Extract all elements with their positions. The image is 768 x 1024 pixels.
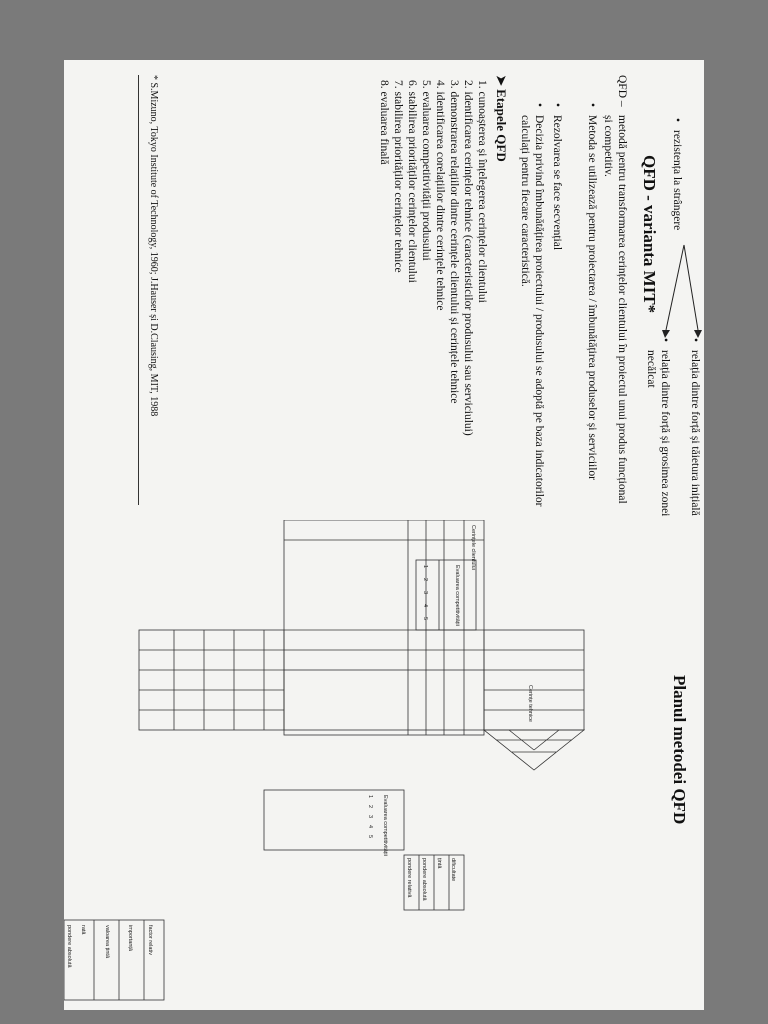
steps-list	[377, 80, 489, 520]
footnote: * S.Mizuno, Tokyo Institute of Technology, 1960; J.Hauser și D.Clausing, MIT, 1988	[148, 75, 159, 417]
label-competitive-eval-top: Evaluarea competitivității	[454, 565, 460, 626]
landscape-sheet	[64, 60, 704, 1010]
relation-item-2: • relația dintre forță și grosimea zonei necălcat	[644, 350, 672, 520]
method-bullet-2: • Rezolvarea se face secvențial	[550, 115, 564, 515]
resistance-bullet: • rezistența la strângere	[670, 130, 684, 230]
label-competitive-eval-right: Evaluarea competitivității	[382, 795, 388, 856]
label-technical-requirements: Cerințe tehnice	[527, 685, 533, 722]
label-absolute-weight: pondere absolută	[421, 858, 427, 901]
scale-top-4: 4	[422, 604, 428, 608]
scale-right-4: 4	[367, 825, 373, 829]
label-relative-weight: pondere relativă	[406, 858, 412, 898]
step-item: 3. demonstrarea relațiilor dintre cerințele clientului și cerințele tehnice	[448, 80, 460, 404]
scale-right-3: 3	[367, 815, 373, 819]
scale-top-1: 1	[422, 565, 428, 569]
label-difficulty: dificultate	[450, 858, 456, 882]
diagram-title: Planul metodei QFD	[670, 675, 689, 825]
label-customer-requirements: Cerințele clientului	[470, 525, 476, 570]
label-target-value: valoarea țintă	[104, 925, 110, 959]
step-item: 4. identificarea corelațiilor dintre cerințele tehnice	[434, 80, 446, 311]
label-target: țintă	[436, 858, 442, 869]
qfd-house-diagram	[64, 520, 704, 1010]
qfd-title: QFD - varianta MIT*	[640, 155, 659, 314]
technical-requirements-block	[484, 630, 584, 730]
definition-text: metodă pentru transformarea cerințelor clientului în proiectul unui produs funcțional și competitiv.	[602, 115, 628, 504]
footnote-divider	[138, 75, 139, 505]
label-relative-factor: factor relativ	[147, 925, 153, 955]
step-item: 2. identificarea cerințelor tehnice (caracteristicilor produsului sau serviciului)	[462, 80, 474, 436]
label-absolute-weight-right: pondere absolută	[66, 925, 72, 968]
scale-top-2: 2	[422, 578, 428, 582]
steps-heading: ➤ Etapele QFD	[494, 75, 509, 162]
scale-top-5: 5	[422, 617, 428, 621]
step-item: 7. stabilirea priorităților cerințelor tehnice	[392, 80, 404, 273]
method-bullet-3: • Decizia privind îmbunătățirea proiectului / produsului se adoptă pe baza indicatorilor calculați pentru fiecare caracteristică.	[518, 115, 546, 535]
label-ratio: rată	[80, 925, 86, 935]
scale-top-3: 3	[422, 591, 428, 595]
customer-requirements-block	[284, 520, 484, 735]
scale-right-1: 1	[367, 795, 373, 799]
step-item: 8. evaluarea finală	[378, 80, 390, 165]
relation-item-1: • relația dintre forță și tăietura inițială	[688, 350, 702, 520]
step-item: 5. evaluarea competitivității produsului	[420, 80, 432, 261]
step-item: 1. cunoașterea și înțelegerea cerințelor clientului	[476, 80, 488, 303]
label-importance: importanță	[127, 925, 133, 951]
arrow-icon: ➤	[494, 75, 509, 90]
scanned-page	[64, 60, 704, 1010]
method-bullet-1: • Metoda se utilizează pentru proiectarea / îmbunătățirea produselor și serviciilor	[585, 115, 599, 515]
definition-term: QFD –	[616, 75, 628, 107]
step-item: 6. stabilirea priorităților cerințelor clientului	[406, 80, 418, 283]
relationship-matrix	[284, 670, 484, 730]
scale-right-5: 5	[367, 835, 373, 839]
scale-right-2: 2	[367, 805, 373, 809]
